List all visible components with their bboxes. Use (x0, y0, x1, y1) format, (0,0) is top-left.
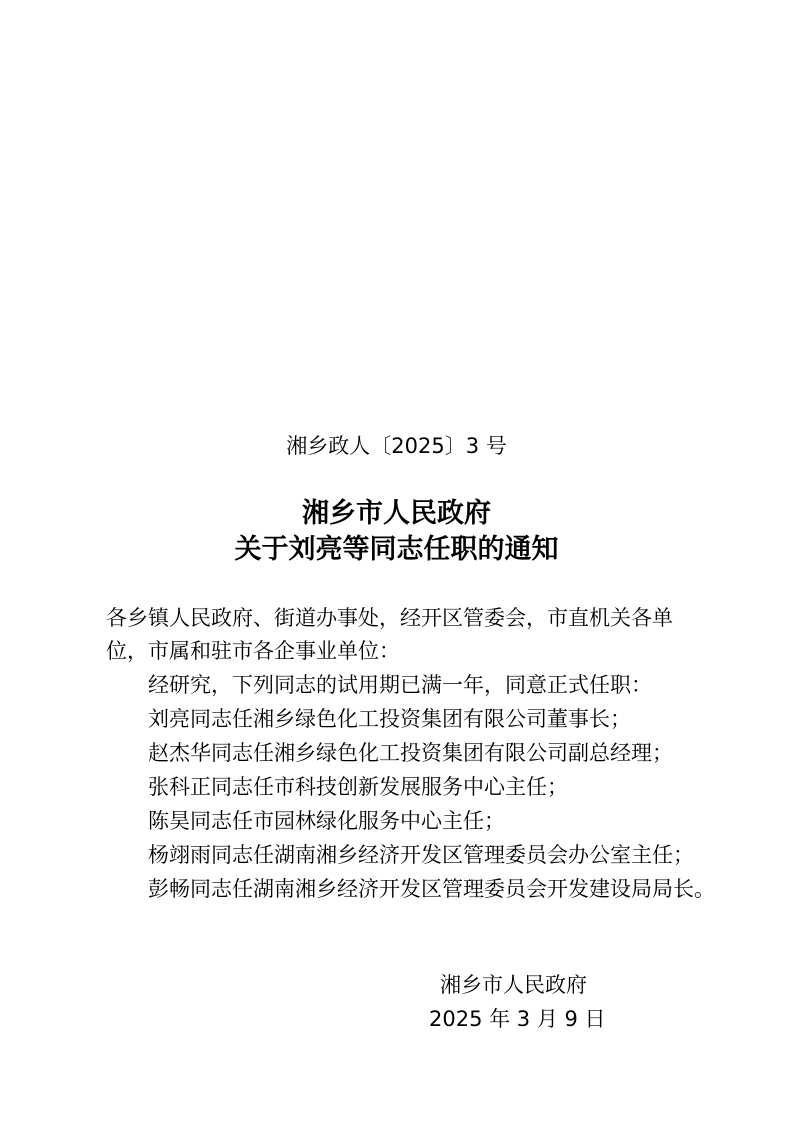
title-line-issuer: 湘乡市人民政府 (302, 498, 491, 529)
appointment-item: 刘亮同志任湘乡绿色化工投资集团有限公司董事长； (148, 707, 631, 731)
recipient-block (106, 602, 694, 668)
appointment-item: 赵杰华同志任湘乡绿色化工投资集团有限公司副总经理； (148, 741, 673, 765)
appointment-item: 陈昊同志任市园林绿化服务中心主任； (148, 809, 505, 833)
document-title (0, 496, 793, 568)
appointment-item: 杨翊雨同志任湖南湘乡经济开发区管理委员会办公室主任； (148, 843, 694, 867)
signature-date: 2025 年 3 月 9 日 (429, 1007, 606, 1031)
body-intro: 经研究，下列同志的试用期已满一年，同意正式任职： (148, 673, 652, 697)
appointment-item: 张科正同志任市科技创新发展服务中心主任； (148, 775, 568, 799)
recipient-line: 位，市属和驻市各企事业单位： (106, 639, 400, 663)
signature-organization: 湘乡市人民政府 (440, 973, 587, 997)
recipient-line: 各乡镇人民政府、街道办事处，经开区管委会，市直机关各单 (106, 606, 673, 630)
appointment-item: 彭畅同志任湖南湘乡经济开发区管理委员会开发建设局局长。 (148, 877, 715, 901)
document-number: 湘乡政人〔2025〕3 号 (286, 434, 507, 458)
title-line-subject: 关于刘亮等同志任职的通知 (234, 534, 559, 565)
notice-body (148, 668, 748, 906)
